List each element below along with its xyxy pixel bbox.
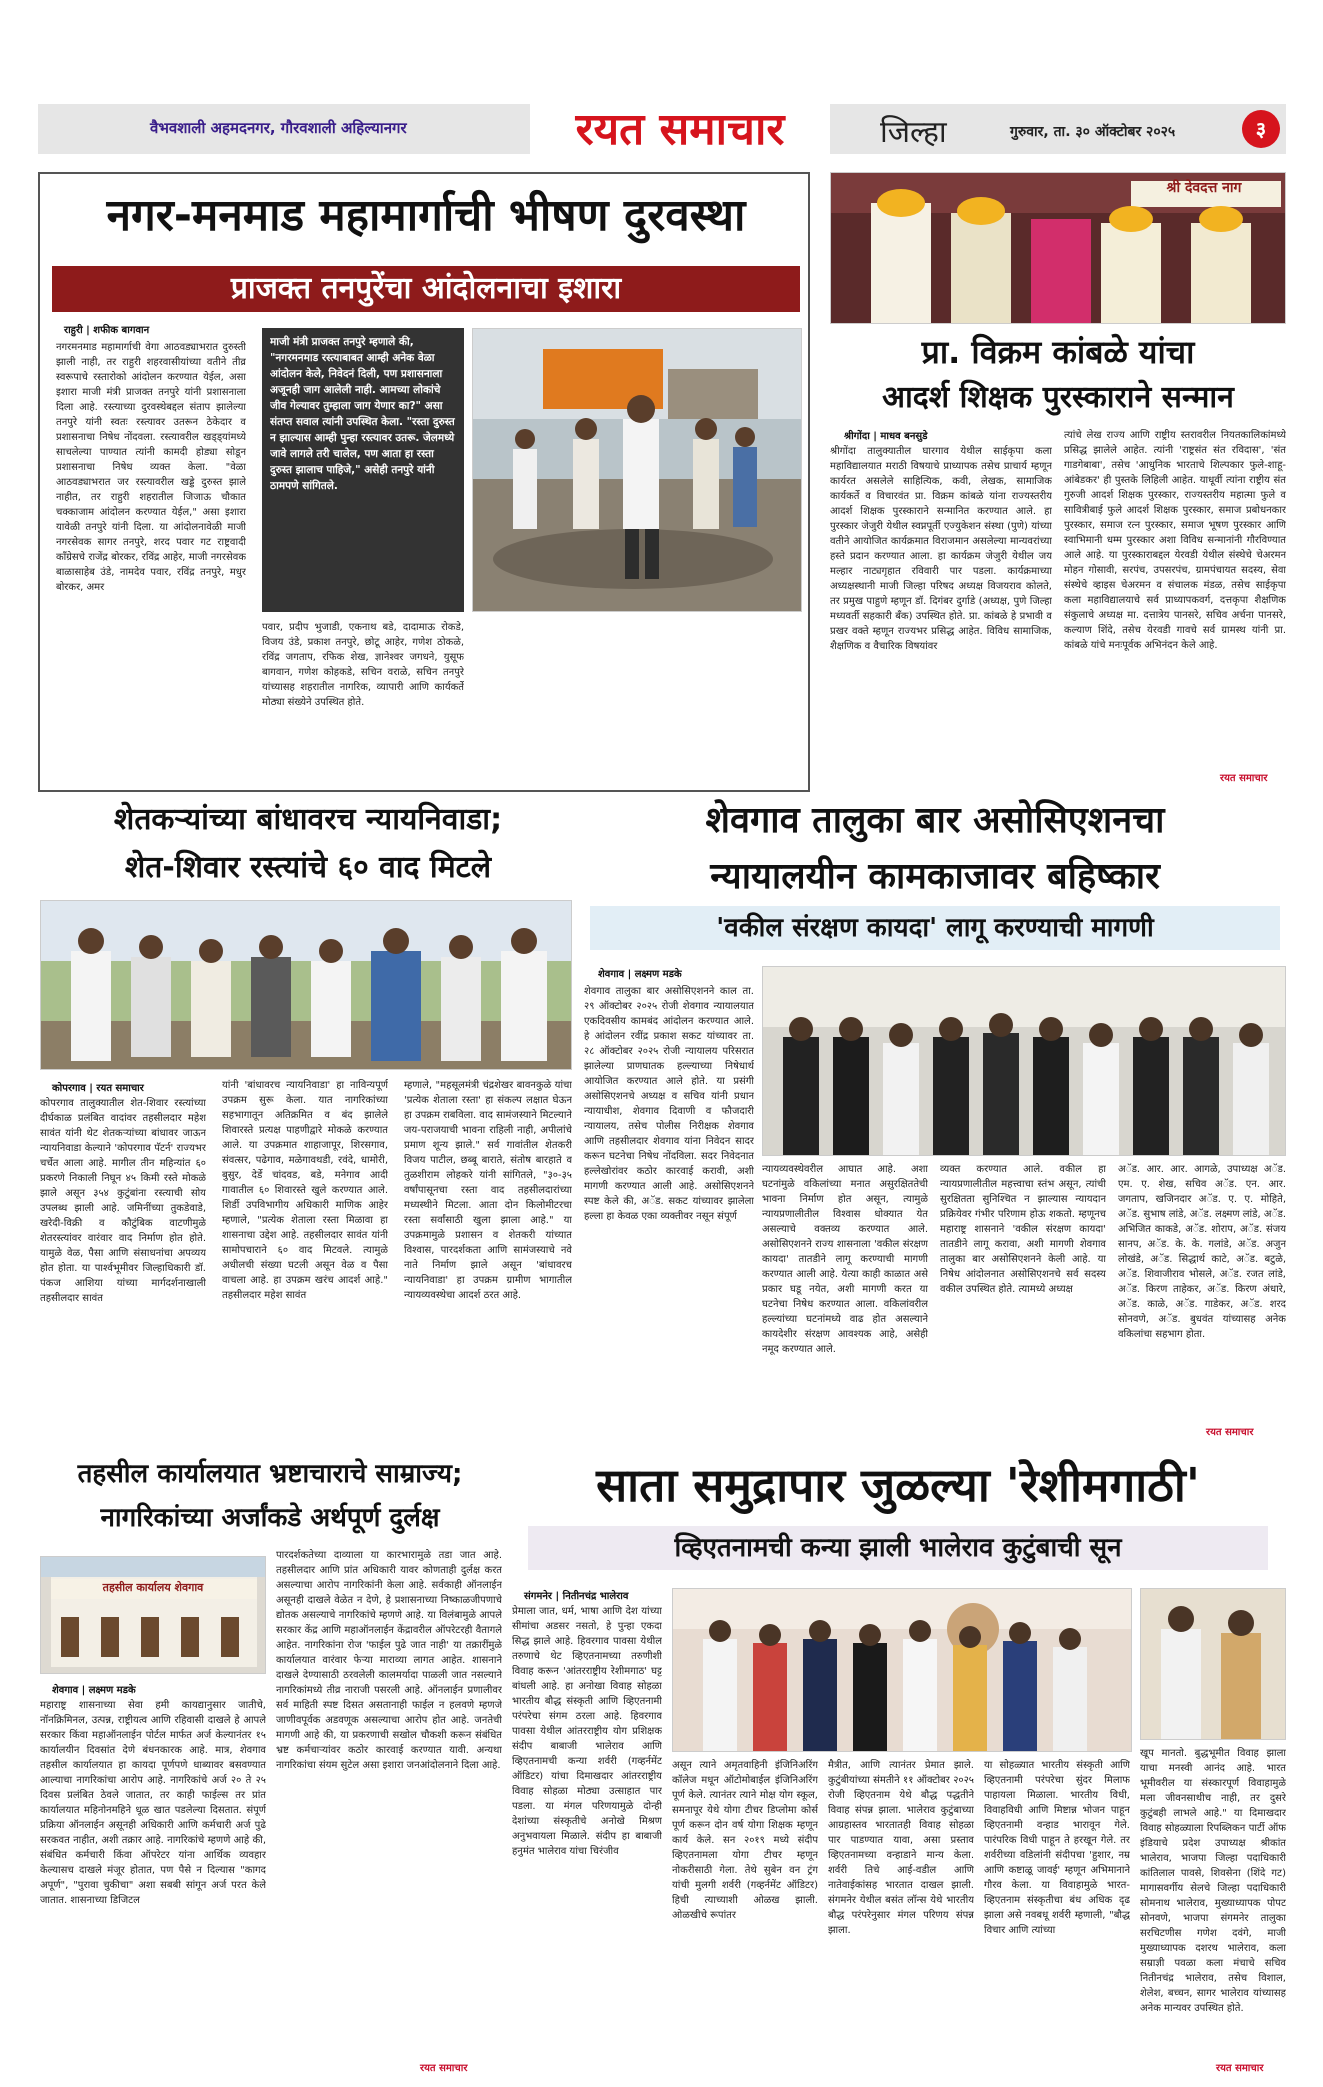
- story2-headline-line-2: आदर्श शिक्षक पुरस्काराने सन्मान: [882, 380, 1234, 415]
- story5-headline-line-1: तहसील कार्यालयात भ्रष्टाचाराचे साम्राज्य;: [77, 1459, 463, 1489]
- story3-headline-line-2: शेत-शिवार रस्त्यांचे ६० वाद मिटले: [124, 850, 492, 885]
- story1-quote: माजी मंत्री प्राजक्त तनपुरे म्हणाले की, "नगरमनमाड रस्त्याबाबत आम्ही अनेक वेळा आंदोलन केले, निवेदनं दिली, पण प्रशासनाला अजूनही जाग आलेली नाही. आमच्या लोकांचे जीव गेल्यावर तुम्हाला जाग येणार का?" असा संतप्त सवाल त्यांनी उपस्थित केला. "रस्ता दुरुस्त न झाल्यास आम्ही पुन्हा रस्त्यावर उतरू. जेलमध्ये जावे लागले तरी चालेल, पण आता हा रस्ता दुरुस्त झालाच पाहिजे," असेही तनपुरे यांनी ठामपणे सांगितले.: [270, 336, 455, 492]
- story6-headline: साता समुद्रापार जुळल्या 'रेशीमगाठी': [596, 1458, 1200, 1512]
- story3-byline: कोपरगाव | रयत समाचार: [52, 1083, 144, 1094]
- story3-column-1: कोपरगाव तालुक्यातील शेत-शिवार रस्त्यांच्या दीर्घकाळ प्रलंबित वादांवर तहसीलदार महेश सावंत यांनी थेट शेतकऱ्यांच्या बांधावर जाऊन न्यायनिवाडा केल्याने 'कोपरगाव पॅटर्न' राज्यभर चर्चेत आला आहे. मागील तीन महिन्यांत ६० प्रकरणे निकाली निघून ४५ किमी रस्ते मोकळे झाले असून ३५४ कुटुंबांना रस्त्याची सोय उपलब्ध झाली आहे. जमिनींच्या तुकडेवाडे, खरेदी-विक्री व कौटुंबिक वाटणीमुळे शेतरस्त्यांवर वारंवार वाद निर्माण होत होते. यामुळे वेळ, पैसा आणि संसाधनांचा अपव्यय होत होता. या पार्श्वभूमीवर जिल्हाधिकारी डॉ. पंकज आशिया यांच्या मार्गदर्शनाखाली तहसीलदार सावंत: [40, 1098, 206, 1304]
- paper-name: रयत समाचार: [530, 100, 830, 160]
- story1-column-1: नगरमनमाड महामार्गाची वेगा आठवड्याभरात दुरुस्ती झाली नाही, तर राहुरी शहरवासीयांच्या वतीने तीव्र स्वरूपाचे रस्तारोको आंदोलन करण्यात येईल, असा इशारा माजी मंत्री प्राजक्त तनपुरे यांनी प्रशासनाला दिला आहे. रस्त्याच्या दुरवस्थेबद्दल संताप झालेल्या तनपुरे यांनी स्वतः रस्त्यावर उतरून ठेकेदार व प्रशासनाचा निषेध नोंदवला. रस्त्यावरील खड्ड्यांमध्ये साचलेल्या पाण्यात त्यांनी कामदी होड्या सोडून प्रशासनाचा निषेध व्यक्त केला. "वेळा आठवड्याभरात जर रस्त्यावरील खड्डे दुरुस्त झाले नाहीत, तर राहुरी शहरातील जिजाऊ चौकात चक्काजाम आंदोलन करण्यात येईल," असा इशारा यावेळी तनपुरे यांनी दिला. या आंदोलनावेळी माजी नगरसेवक सागर तनपुरे, शरद पवार गट राष्ट्रवादी काँग्रेसचे राजेंद्र बोरकर, रविंद्र आहेर, माजी नगरसेवक बाळासाहेब उंडे, नामदेव पवार, रविंद्र तनपुरे, मधुर बोरकर, अमर: [56, 342, 246, 593]
- story3-column-3: म्हणाले, "महसूलमंत्री चंद्रशेखर बावनकुळे यांचा 'प्रत्येक शेताला रस्ता' हा संकल्प लक्षात घेऊन हा उपक्रम राबविला. वाद सामंजस्याने मिटल्याने जय-पराजयाची भावना राहिली नाही, अपीलांचे प्रमाण शून्य झाले." सर्व गावांतील शेतकरी विजय पाटील, छब्बू बाराते, संतोष बारहाते व तुळशीराम लोहकरे यांनी सांगितले, "३०-३५ वर्षांपासूनचा रस्ता वाद तहसीलदारांच्या मध्यस्थीने मिटला. आता दोन किलोमीटरचा रस्ता सर्वांसाठी खुला झाला आहे." या उपक्रमामुळे प्रशासन व शेतकरी यांच्यात विश्वास, पारदर्शकता आणि सामंजस्याचे नवे नाते निर्माण झाले असून 'बांधावरच न्यायनिवाडा' हा उपक्रम ग्रामीण भागातील न्यायव्यवस्थेचा आदर्श ठरत आहे.: [404, 1080, 572, 1301]
- section-label: जिल्हा: [880, 115, 947, 150]
- story1-byline: राहुरी | शफीक बागवान: [64, 325, 150, 336]
- story4-column-1: शेवगाव तालुका बार असोसिएशनने काल ता. २९ ऑक्टोबर २०२५ रोजी शेवगाव न्यायालयात एकदिवसीय कामबंद आंदोलन करण्यात आले. हे आंदोलन रवींद्र प्रकाश सकट यांच्यावर ता. २८ ऑक्टोबर २०२५ रोजी न्यायालय परिसरात झालेल्या प्राणघातक हल्ल्याच्या निषेधार्थ आयोजित करण्यात आले होते. या प्रसंगी असोसिएशनचे अध्यक्ष व सचिव यांनी प्रधान न्यायाधीश, शेवगाव दिवाणी व फौजदारी न्यायालय, तसेच पोलीस निरीक्षक शेवगाव आणि तहसीलदार शेवगाव यांना निवेदन सादर करून घटनेचा निषेध नोंदविला. सदर निवेदनात हल्लेखोरांवर कठोर कारवाई करावी, अशी मागणी करण्यात आली आहे. असोसिएशनने स्पष्ट केले की, अॅड. सकट यांच्यावर झालेला हल्ला हा केवळ एका व्यक्तीवर नसून संपूर्ण: [584, 986, 754, 1222]
- story4-headline-line-1: शेवगाव तालुका बार असोसिएशनचा: [705, 800, 1165, 841]
- story3-column-2: यांनी 'बांधावरच न्यायनिवाडा' हा नाविन्यपूर्ण उपक्रम सुरू केला. यात नागरिकांच्या सहभागातून अतिक्रमित व बंद झालेले शिवारस्ते प्रत्यक्ष पाहणीद्वारे मोकळे करण्यात आले. या उपक्रमात शाहाजापूर, शिरसगाव, संवत्सर, पढेगाव, मळेगावथडी, रवंदे, धामोरी, बुसुर, देर्डे चांदवड, बडे, मनेगाव आदी गावातील ६० शिवारस्ते खुले करण्यात आले. शिर्डी उपविभागीय अधिकारी माणिक आहेर म्हणाले, "प्रत्येक शेताला रस्ता मिळावा हा शासनाचा उद्देश आहे. तहसीलदार सावंत यांनी सामोपचाराने ६० वाद मिटवले. त्यामुळे अधीलची संख्या घटली असून वेळ व पैसा वाचला आहे. हा उपक्रम खरंच आदर्श आहे." तहसीलदार महेश सावंत: [222, 1080, 388, 1301]
- story2-banner: श्री देवदत्त नाग: [1166, 180, 1242, 196]
- story4-headline-line-2: न्यायालयीन कामकाजावर बहिष्कार: [710, 856, 1160, 897]
- story3-headline-line-1: शेतकऱ्यांच्या बांधावरच न्यायनिवाडा;: [113, 802, 503, 837]
- story2-column-1: श्रीगोंदा तालुक्यातील घारगाव येथील साईकृपा कला महाविद्यालयात मराठी विषयाचे प्राध्यापक तसेच प्राचार्य म्हणून कार्यरत असलेले साहित्यिक, कवी, लेखक, सामाजिक कार्यकर्ते व विचारवंत प्रा. विक्रम कांबळे यांना राज्यस्तरीय आदर्श शिक्षक पुरस्काराने सन्मानित करण्यात आले. हा पुरस्कार जेजुरी येथील स्वप्नपूर्ती एज्युकेशन संस्था (पुणे) यांच्या वतीने आयोजित कार्यक्रमात विराजमान असलेल्या मान्यवरांच्या हस्ते प्रदान करण्यात आला. हा कार्यक्रम जेजुरी येथील जय मल्हार नाट्यगृहात रविवारी पार पडला. कार्यक्रमाच्या अध्यक्षस्थानी माजी जिल्हा परिषद अध्यक्ष विजयराव कोलते, तर प्रमुख पाहुणे म्हणून डॉ. दिगंबर दुर्गाडे (अध्यक्ष, पुणे जिल्हा मध्यवर्ती सहकारी बँक) उपस्थित होते. प्रा. कांबळे हे प्रभावी व प्रखर वक्ते म्हणून राज्यभर प्रसिद्ध आहेत. विविध सामाजिक, शैक्षणिक व वैचारिक विषयांवर: [830, 446, 1052, 652]
- story6-column-1: प्रेमाला जात, धर्म, भाषा आणि देश यांच्या सीमांचा अडसर नसतो, हे पुन्हा एकदा सिद्ध झाले आहे. हिवरगाव पावसा येथील तरुणाचे थेट व्हिएतनामच्या तरुणीशी विवाह करून 'आंतरराष्ट्रीय रेशीमगाठ' घट्ट बांधली आहे. हा अनोखा विवाह सोहळा भारतीय बौद्ध संस्कृती आणि व्हिएतनामी परंपरेचा संगम ठरला आहे. हिवरगाव पावसा येथील आंतरराष्ट्रीय योग प्रशिक्षक संदीप बाबाजी भालेराव आणि व्हिएतनामची कन्या शर्वरी (गव्हर्नमेंट ऑडिटर) यांचा दिमाखदार आंतरराष्ट्रीय विवाह सोहळा मोठ्या उत्साहात पार पडला. या मंगल परिणयामुळे दोन्ही देशांच्या संस्कृतीचे अनोखे मिश्रण अनुभवायला मिळाले. संदीप हा बाबाजी हनुमंत भालेराव यांचा चिरंजीव: [512, 1606, 662, 1857]
- story2-headline-line-1: प्रा. विक्रम कांबळे यांचा: [921, 333, 1195, 371]
- story1-headline: नगर-मनमाड महामार्गाची भीषण दुरवस्था: [106, 190, 746, 241]
- story2-byline: श्रीगोंदा | माधव बनसुडे: [844, 431, 928, 442]
- story6-column-5: खूप मानतो. बुद्धभूमीत विवाह झाला याचा मनस्वी आनंद आहे. भारत भूमीवरील या संस्कारपूर्ण विवाहामुळे मला जीवनसाथीच नाही, तर दुसरे कुटुंबही लाभले आहे." या दिमाखदार विवाह सोहळ्याला रिपब्लिकन पार्टी ऑफ इंडियाचे प्रदेश उपाध्यक्ष श्रीकांत भालेराव, भाजपा जिल्हा पदाधिकारी कांतिलाल पावसे, शिवसेना (शिंदे गट) मागासवर्गीय सेलचे जिल्हा पदाधिकारी सोमनाथ भालेराव, मुख्याध्यापक पोपट सोनवणे, भाजपा संगमनेर तालुका सरचिटणीस गणेश दवंगे, माजी मुख्याध्यापक दशरथ भालेराव, कला सम्राज्ञी पवळा कला मंचाचे सचिव नितीनचंद्र भालेराव, तसेच विशाल, शेलेश, बच्चन, सागर भालेराव यांच्यासह अनेक मान्यवर उपस्थित होते.: [1140, 1748, 1286, 2014]
- story5-column-2: पारदर्शकतेच्या दाव्याला या कारभारामुळे तडा जात आहे. तहसीलदार आणि प्रांत अधिकारी यावर कोणताही दुर्लक्ष करत असल्याचा आरोप नागरिकांनी केला आहे. सर्वकाही ऑनलाईन असूनही दाखले वेळेत न देणे, हे प्रशासनाच्या निष्काळजीपणाचे द्योतक असल्याचे नागरिकांचे म्हणणे आहे. या विलंबामुळे आपले सरकार केंद्र आणि महाऑनलाईन केंद्रावरील ऑपरेटरही वैतागले आहेत. नागरिकांना रोज 'फाईल पुढे जात नाही' या तक्रारींमुळे कार्यालयात वारंवार फेऱ्या माराव्या लागत आहेत. शासनाने दाखले देण्यासाठी ठरवलेली कालमर्यादा पाळली जात नसल्याने नागरिकांमध्ये तीव्र नाराजी पसरली आहे. ऑनलाईन प्रणालीवर सर्व माहिती स्पष्ट दिसत असतानाही फाईल न हलवणे म्हणजे जाणीवपूर्वक अडवणूक असल्याचा आरोप होत आहे. जनतेची मागणी आहे की, या प्रकरणाची सखोल चौकशी करून संबंधित भ्रष्ट कर्मचाऱ्यांवर कठोर कारवाई करण्यात यावी. अन्यथा नागरिकांचा संयम सुटेल असा इशारा जनआंदोलनाने दिला आहे.: [276, 1550, 502, 1771]
- story5-photo: [40, 1556, 266, 1674]
- story1-column-2: पवार, प्रदीप भुजाडी, एकनाथ बडे, दादामाऊ रोकडे, विजय उंडे, प्रकाश तनपुरे, छोटू आहेर, गणेश ठोकळे, रविंद्र जगताप, रफिक शेख, ज्ञानेश्वर जगधने, युसूफ बागवान, गणेश कोहकडे, सचिन वराळे, सचिन तनपुरे यांच्यासह शहरातील नागरिक, व्यापारी आणि कार्यकर्ते मोठ्या संख्येने उपस्थित होते.: [262, 622, 464, 708]
- story2-end-mark: रयत समाचार: [1220, 773, 1268, 784]
- story2-column-2: त्यांचे लेख राज्य आणि राष्ट्रीय स्तरावरील नियतकालिकांमध्ये प्रसिद्ध झालेले आहेत. त्यांनी 'राष्ट्रसंत संत रविदास', 'संत गाडगेबाबा', तसेच 'आधुनिक भारताचे शिल्पकार फुले-शाहू-आंबेडकर' ही पुस्तके लिहिली आहेत. याधूर्वी त्यांना राष्ट्रीय संत गुरुजी आदर्श शिक्षक पुरस्कार, राज्यस्तरीय महात्मा फुले व सावित्रीबाई फुले आदर्श शिक्षक पुरस्कार, समाज प्रबोधनकार पुरस्कार, समाज रत्न पुरस्कार, समाज भूषण पुरस्कार आणि स्वाभिमानी धम्म पुरस्कार अशा विविध सन्मानांनी गौरविण्यात आले आहे. या पुरस्काराबद्दल येरवडी येथील संस्थेचे चेअरमन मोहन गोसावी, सरपंच, उपसरपंच, ग्रामपंचायत सदस्य, सेवा संस्थेचे व्हाइस चेअरमन व संचालक मंडळ, तसेच साईकृपा कला महाविद्यालयाचे सर्व प्राध्यापकवर्ग, दत्तकृपा शैक्षणिक संकुलाचे अध्यक्ष मा. दत्तात्रेय पानसरे, सचिव अर्चना पानसरे, कल्याण शिंदे, तसेच येरवडी गावचे सर्व ग्रामस्थ यांनी प्रा. कांबळे यांचे मनःपूर्वक अभिनंदन केले आहे.: [1064, 430, 1286, 651]
- story5-column-1: महाराष्ट्र शासनाच्या सेवा हमी कायद्यानुसार जातीचे, नॉनक्रिमिनल, उत्पन्न, राष्ट्रीयत्व आणि रहिवासी दाखले हे आपले सरकार किंवा महाऑनलाईन पोर्टल मार्फत अर्ज केल्यानंतर १५ कार्यालयीन दिवसांत देणे बंधनकारक आहे. मात्र, शेवगाव तहसील कार्यालयात हा कायदा पूर्णपणे धाब्यावर बसवण्यात आल्याचा नागरिकांचा आरोप आहे. नागरिकांचे अर्ज २० ते २५ दिवस प्रलंबित ठेवले जातात, तर काही फाईल्स तर प्रांत कार्यालयात महिनोनमहिने धूळ खात पडलेल्या दिसतात. संपूर्ण प्रक्रिया ऑनलाईन असूनही अधिकारी आणि कर्मचारी अर्ज पुढे सरकवत नाहीत, अशी तक्रार आहे. नागरिकांचे म्हणणे आहे की, संबंधित कर्मचारी किंवा ऑपरेटर यांना आर्थिक व्यवहार केल्यासच दाखले मंजूर होतात, पण पैसे न दिल्यास "कागद अपूर्ण", "पुरावा चुकीचा" अशा सबबी सांगून अर्ज परत केले जातात. शासनाच्या डिजिटल: [40, 1700, 266, 1906]
- story1-subheadline: प्राजक्त तनपुरेंचा आंदोलनाचा इशारा: [230, 271, 622, 306]
- story4-photo: [762, 966, 1286, 1156]
- story5-photo-sign: तहसील कार्यालय शेवगाव: [102, 1581, 204, 1594]
- story5-end-mark: रयत समाचार: [420, 2063, 468, 2074]
- story6-photo: [672, 1588, 1132, 1752]
- story5-headline-line-2: नागरिकांच्या अर्जांकडे अर्थपूर्ण दुर्लक्ष: [100, 1503, 440, 1533]
- story4-subheadline: 'वकील संरक्षण कायदा' लागू करण्याची मागणी: [716, 913, 1154, 943]
- story6-side-photo: [1140, 1588, 1286, 1740]
- story4-byline: शेवगाव | लक्ष्मण मडके: [598, 969, 682, 980]
- story6-end-mark: रयत समाचार: [1216, 2063, 1264, 2074]
- page-number-badge: ३: [1242, 110, 1280, 148]
- story6-column-2: असून त्याने अमृतवाहिनी इंजिनिअरिंग कॉलेज मधून ऑटोमोबाईल इंजिनिअरिंग पूर्ण केले. त्यानंतर त्याने मोक्ष योग स्कूल, समनापूर येथे योगा टीचर डिप्लोमा कोर्स पूर्ण करून दोन वर्ष योगा शिक्षक म्हणून कार्य केले. सन २०१९ मध्ये संदीप व्हिएतनामला योगा टीचर म्हणून नोकरीसाठी गेला. तेथे सुबेन वन ट्रंग यांची मुलगी शर्वरी (गव्हर्नमेंट ऑडिटर) हिची त्याच्याशी ओळख झाली. ओळखीचे रूपांतर: [672, 1760, 818, 1921]
- story1-photo: [472, 328, 802, 612]
- story3-photo: [40, 900, 572, 1070]
- story6-column-4: या सोहळ्यात भारतीय संस्कृती आणि व्हिएतनामी परंपरेचा सुंदर मिलाफ पाहायला मिळाला. भारतीय विधी, विवाहविधी आणि मिष्टान्न भोजन पाहून व्हिएतनामी वन्हाड भारावून गेले. पारंपरिक विधी पाहून ते हरखून गेले. तर शर्वरीच्या वडिलांनी संदीपचा 'हुशार, नम्र आणि कष्टाळू जावई' म्हणून अभिमानाने गौरव केला. या विवाहामुळे भारत-व्हिएतनाम संस्कृतीचा बंध अधिक दृढ झाला असे नवबधू शर्वरी म्हणाली, "बौद्ध विचार आणि त्यांच्या: [984, 1760, 1130, 1936]
- story5-byline: शेवगाव | लक्ष्मण मडके: [52, 1685, 136, 1696]
- story6-column-3: मैत्रीत, आणि त्यानंतर प्रेमात झाले. कुटुंबीयांच्या संमतीने ११ ऑक्टोबर २०२५ रोजी व्हिएतनाम येथे बौद्ध पद्धतीने विवाह संपन्न झाला. भालेराव कुटुंबाच्या आग्रहास्तव भारतातही विवाह सोहळा पार पाडण्यात यावा, असा प्रस्ताव व्हिएतनामच्या वन्हाडाने मान्य केला. शर्वरी तिचे आई-वडील आणि नातेवाईकांसह भारतात दाखल झाली. संगमनेर येथील बसंत लॉन्स येथे भारतीय बौद्ध परंपरेनुसार मंगल परिणय संपन्न झाला.: [828, 1760, 974, 1936]
- issue-date: गुरुवार, ता. ३० ऑक्टोबर २०२५: [1010, 124, 1176, 140]
- story4-end-mark: रयत समाचार: [1206, 1427, 1254, 1438]
- story4-column-4: अॅड. आर. आर. आगळे, उपाध्यक्ष अॅड. एम. ए. शेख, सचिव अॅड. एन. आर. जगताप, खजिनदार अॅड. ए. ए. मोहिते, अॅड. सुभाष लांडे, अॅड. लक्ष्मण लांडे, अॅड. अभिजित काकडे, अॅड. शोराप, अॅड. संजय सानप, अॅड. के. के. गलांडे, अॅड. अजुन लोखंडे, अॅड. सिद्धार्थ काटे, अॅड. बटुळे, अॅड. शिवाजीराव भोसले, अॅड. रजत लांडे, अॅड. किरण ताहेकर, अॅड. किरण अंधारे, अॅड. काळे, अॅड. गाडेकर, अॅड. शरद सोनवणे, अॅड. बुधवंत यांच्यासह अनेक वकिलांचा सहभाग होता.: [1118, 1164, 1286, 1340]
- masthead-tagline: वैभवशाली अहमदनगर, गौरवशाली अहिल्यानगर: [150, 119, 407, 137]
- story4-column-3: व्यक्त करण्यात आले. वकील हा न्यायप्रणालीतील महत्त्वाचा स्तंभ असून, त्यांची सुरक्षितता सुनिश्चित न झाल्यास न्यायदान प्रक्रियेवर गंभीर परिणाम होऊ शकतो. म्हणूनच महाराष्ट्र शासनाने 'वकील संरक्षण कायदा' तातडीने लागू करावा, अशी मागणी शेवगाव तालुका बार असोसिएशनने केली आहे. या निषेध आंदोलनात असोसिएशनचे सर्व सदस्य वकील उपस्थित होते. त्यामध्ये अध्यक्ष: [940, 1164, 1106, 1295]
- story6-byline: संगमनेर | नितीनचंद्र भालेराव: [524, 1591, 629, 1602]
- story4-column-2: न्यायव्यवस्थेवरील आघात आहे. अशा घटनांमुळे वकिलांच्या मनात असुरक्षिततेची भावना निर्माण होत असून, त्यामुळे न्यायप्रणालीतील विश्वास धोक्यात येत असल्याचे वक्तव्य करण्यात आले. असोसिएशनने राज्य शासनाला 'वकील संरक्षण कायदा' तातडीने लागू करण्याची मागणी करण्यात आली आहे. येत्या काही काळात असे प्रकार घडू नयेत, अशी मागणी करत या घटनेचा निषेध करण्यात आला. वकिलांवरील हल्ल्यांच्या घटनांमध्ये वाढ होत असल्याने कायदेशीर संरक्षण आवश्यक आहे, असेही नमूद करण्यात आले.: [762, 1164, 928, 1355]
- story6-subheadline: व्हिएतनामची कन्या झाली भालेराव कुटुंबाची सून: [674, 1533, 1122, 1563]
